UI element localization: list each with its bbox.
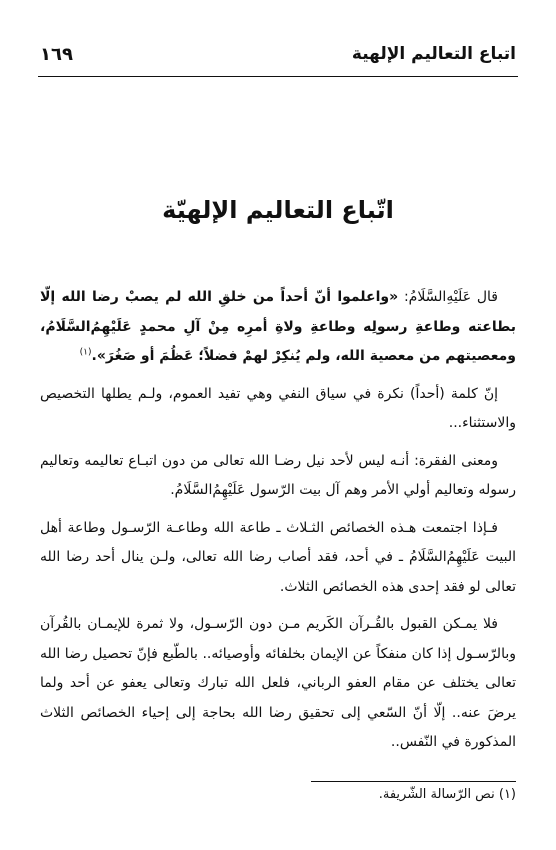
footnote-rule (311, 781, 516, 782)
paragraph-quote (40, 283, 516, 372)
quote-intro: قال عَلَيْهِ‌السَّلَامُ: (398, 289, 498, 305)
body-text (40, 283, 516, 766)
paragraph: إنّ كلمة (أحداً) نكرة في سياق النفي وهي تفيد العموم، ولـم يطلها التخصيص والاستثناء... (40, 385, 516, 431)
running-title: اتباع التعاليم الإلهية (351, 44, 516, 64)
footnote: (١) نص الرّسالة الشّريفة. (378, 787, 516, 802)
paragraph: ومعنى الفقرة: أنـه ليس لأحد نيل رضـا الله تعالى من دون اتبـاع تعاليمه وتعاليم رسوله وتعاليم أولي الأمر وهم آل بيت الرّسول عَلَيْهِمُ‌السَّلَامُ. (40, 452, 516, 498)
paragraph: فـإذا اجتمعت هـذه الخصائص الثـلاث ـ طاعة الله وطاعـة الرّسـول وطاعة أهل البيت عَلَيْهِمُ‌السَّلَامُ ـ في أحد، فقد أصاب رضا الله تعالى، ولـن ينال أحد رضا الله تعالى لو فقد إحدى هذه الخصائص الثلاث. (40, 519, 516, 595)
quote-text: «واعلموا أنّ أحداً من خلقِ الله لم يصبْ رضا الله إلّا بطاعته وطاعةِ رسولِه وطاعةِ ولاةِ أمرِه مِنْ آلِ محمدٍ عَلَيْهِمُ‌السَّلَامُ، ومعصيتهم من معصية الله، ولم يُنكِرْ لهمْ فضلاً؛ عَظُمَ أو صَغُرَ». (40, 289, 516, 364)
paragraph: فلا يمـكن القبول بالقُـرآن الكَريم مـن دون الرّسـول، ولا ثمرة للإيمـان بالقُرآن وبالرّسـول إذا كان منفكاً عن الإيمان بخلفائه وأوصيائه.. بالطّبع فإنّ تحصيل رضا الله تعالى يختلف عن مقام العفو الرباني، فلعل الله تبارك وتعالى يعفو عن أحد ولما يرضَ عنه.. إلّا أنّ السّعي إلى تحقيق رضا الله بحاجة إلى إحياء الخصائص الثلاث المذكورة في النّفس.. (40, 616, 516, 750)
header-rule (38, 76, 518, 77)
footnote-reference: (١) (79, 347, 92, 358)
chapter-title: اتّباع التعاليم الإلهيّة (162, 196, 394, 224)
page-number: ١٦٩ (40, 44, 73, 65)
